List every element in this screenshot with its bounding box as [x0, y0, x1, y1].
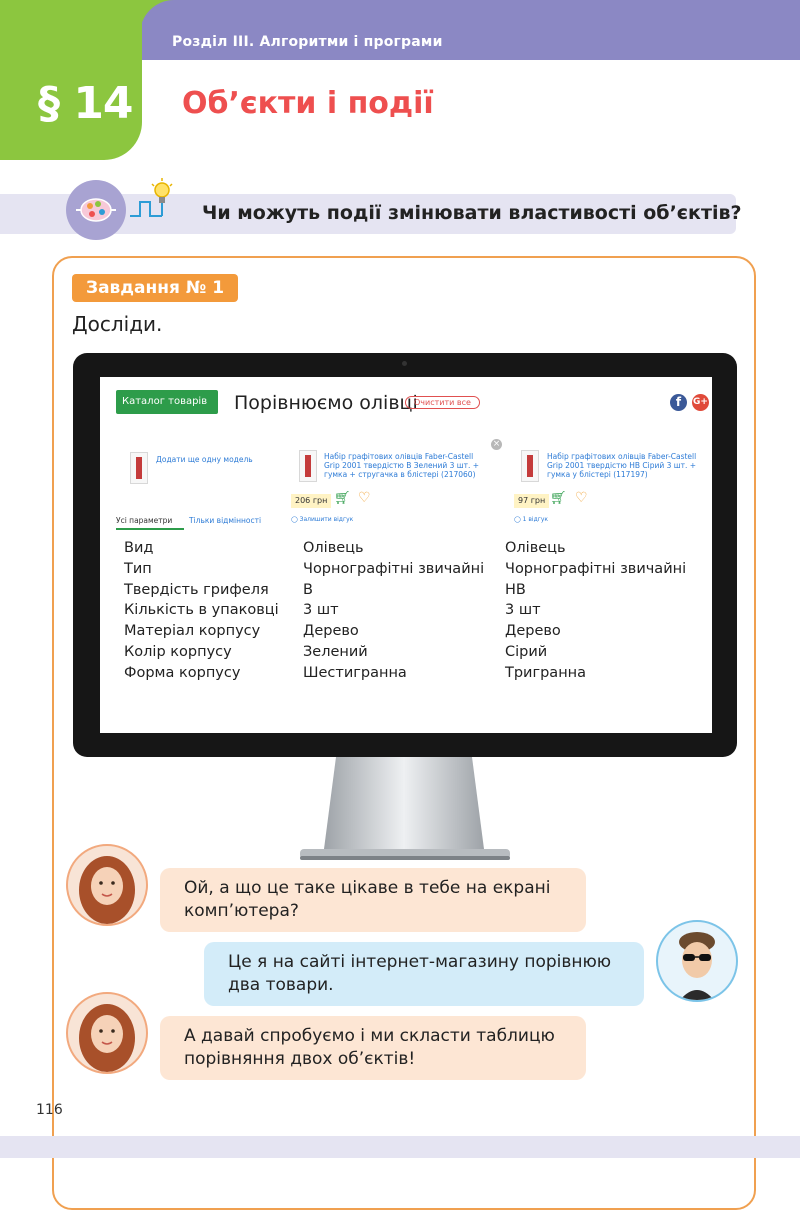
spec-value: Сірий [505, 643, 548, 660]
comment-icon: ◯ [514, 516, 521, 523]
webcam-icon [402, 361, 407, 366]
chat-bubble-girl: Ой, а що це таке цікаве в тебе на екрані комп’ютера? [160, 868, 586, 932]
spec-value: Дерево [505, 623, 561, 640]
spec-label: Колір корпусу [124, 643, 232, 660]
brain-icon [66, 180, 126, 240]
tab-differences[interactable]: Тільки відмінності [189, 516, 262, 525]
cart-icon[interactable]: 🛒︎ [550, 491, 567, 506]
lesson-title: Об’єкти і події [182, 86, 434, 121]
review-link[interactable] [291, 516, 353, 523]
spec-value: Шестигранна [303, 664, 407, 681]
chat-bubble-boy: Це я на сайті інтернет-магазину порівнюю два товари. [204, 942, 644, 1006]
review-link[interactable] [514, 516, 548, 523]
page-number: 116 [36, 1102, 63, 1118]
review-link-label: Залишити відгук [299, 516, 354, 523]
google-plus-icon[interactable]: G+ [692, 394, 709, 411]
spec-value: 3 шт [303, 602, 339, 619]
pencil-thumbnail [130, 452, 148, 484]
compare-title: Порівнюємо олівці [234, 392, 418, 414]
spec-value: Олівець [303, 540, 364, 556]
header-corner [140, 0, 174, 34]
facebook-icon[interactable]: f [670, 394, 687, 411]
spec-label: Твердість грифеля [124, 581, 269, 598]
cart-icon[interactable]: 🛒︎ [334, 491, 351, 506]
product-name-link[interactable]: Набір графітових олівців Faber-Castell Grip 2001 твердістю HB Сірий 3 шт. + гумка у блістері (117197) [547, 452, 697, 479]
monitor-stand [300, 757, 510, 862]
active-tab-underline [116, 528, 184, 530]
close-icon[interactable]: × [492, 439, 501, 449]
task-badge: Завдання № 1 [72, 274, 238, 302]
price-badge: 97 грн [514, 494, 549, 508]
spec-value: Чорнографітні звичайні [303, 560, 485, 577]
heart-icon[interactable]: ♡ [575, 490, 588, 506]
spec-value: Олівець [505, 540, 566, 556]
girl-avatar [66, 992, 148, 1074]
pencil-thumbnail [299, 450, 317, 482]
product-name-link[interactable]: Набір графітових олівців Faber-Castell Grip 2001 твердістю B Зелений 3 шт. + гумка + стругачка в блістері (217060) [324, 452, 480, 479]
spec-label: Матеріал корпусу [124, 623, 261, 640]
footer-band [0, 1136, 800, 1158]
spec-value: НВ [505, 581, 526, 598]
spec-value: Дерево [303, 623, 359, 640]
spec-value: Тригранна [505, 664, 587, 681]
catalog-button-label: Каталог товарів [122, 396, 208, 407]
comment-icon: ◯ [291, 516, 298, 523]
review-link-label: 1 відгук [522, 516, 549, 523]
spec-label: Вид [124, 540, 154, 556]
spec-label: Кількість в упаковці [124, 602, 279, 619]
catalog-button[interactable] [116, 390, 218, 431]
spec-value: Зелений [303, 643, 368, 660]
spec-labels-column [124, 538, 279, 684]
price-badge: 206 грн [291, 494, 331, 508]
chevron-down-icon: ⌄ [126, 420, 135, 431]
spec-label: Форма корпусу [124, 664, 241, 681]
tab-all-params[interactable]: Усі параметри [116, 516, 173, 525]
pencil-thumbnail [521, 450, 539, 482]
heart-icon[interactable]: ♡ [358, 490, 371, 506]
spec-value: 3 шт [505, 602, 541, 619]
girl-avatar [66, 844, 148, 926]
add-model-link[interactable]: Додати ще одну модель [156, 455, 253, 464]
spec-label: Тип [124, 560, 152, 577]
spec-value: В [303, 581, 313, 598]
chat-bubble-girl: А давай спробуємо і ми скласти таблицю порівняння двох об’єктів! [160, 1016, 586, 1080]
header-band [140, 0, 800, 60]
paragraph-number: § 14 [38, 78, 133, 129]
task-instruction: Досліди. [72, 312, 163, 336]
key-question: Чи можуть події змінювати властивості об’єктів? [202, 202, 742, 224]
spec-value: Чорнографітні звичайні [505, 560, 687, 577]
spec-values-product-1 [303, 538, 484, 684]
boy-avatar [656, 920, 738, 1002]
spec-values-product-2 [505, 538, 686, 684]
section-title: Розділ III. Алгоритми і програми [172, 34, 443, 50]
clear-all-button[interactable]: Очистити все [405, 396, 480, 409]
lightbulb-circuit-icon [128, 176, 182, 226]
